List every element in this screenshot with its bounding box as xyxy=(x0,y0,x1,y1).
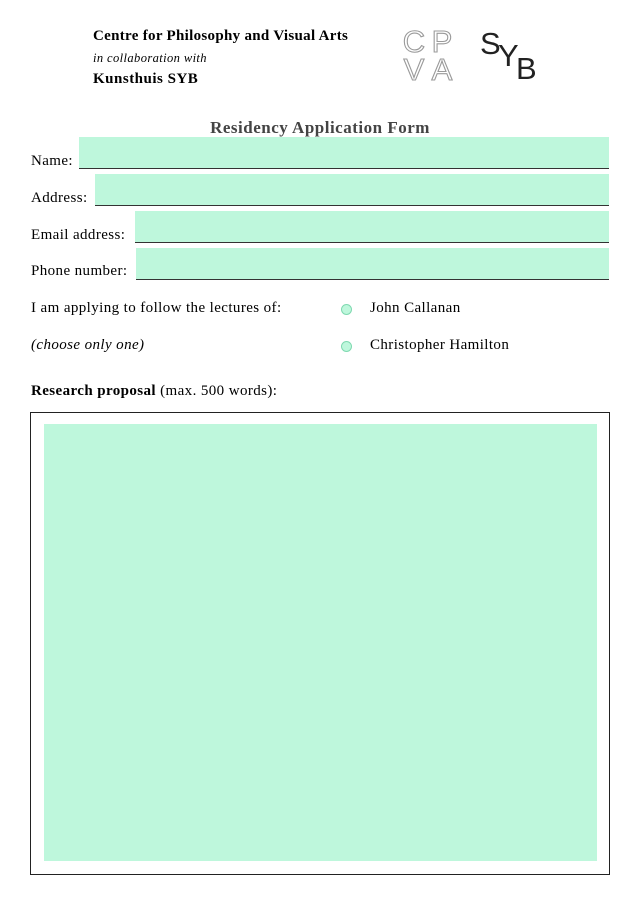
syb-logo-letter: S xyxy=(480,26,501,61)
radio-christopher-hamilton[interactable] xyxy=(341,341,352,352)
choose-hint: (choose only one) xyxy=(31,337,145,353)
syb-logo-letter: Y xyxy=(498,38,519,73)
proposal-label xyxy=(31,383,277,400)
address-label: Address: xyxy=(31,190,88,206)
collaboration-note: in collaboration with xyxy=(93,51,207,65)
name-label: Name: xyxy=(31,153,73,169)
cpva-logo-letter: V xyxy=(403,52,425,87)
org-name: Centre for Philosophy and Visual Arts xyxy=(93,28,349,44)
syb-logo-letter: B xyxy=(516,51,537,86)
radio-label-christopher-hamilton: Christopher Hamilton xyxy=(370,337,510,353)
partner-name: Kunsthuis SYB xyxy=(93,71,199,87)
email-input[interactable] xyxy=(135,211,609,243)
email-label: Email address: xyxy=(31,227,126,243)
cpva-logo-letter: P xyxy=(431,24,453,59)
radio-label-john-callanan: John Callanan xyxy=(370,300,461,316)
radio-john-callanan[interactable] xyxy=(341,304,352,315)
cpva-logo xyxy=(402,24,458,87)
proposal-textarea[interactable] xyxy=(44,424,597,861)
lectures-label: I am applying to follow the lectures of: xyxy=(31,300,282,316)
proposal-label-rest: (max. 500 words): xyxy=(156,383,278,399)
address-input[interactable] xyxy=(95,174,609,206)
phone-label: Phone number: xyxy=(31,263,128,279)
name-input[interactable] xyxy=(79,137,609,169)
cpva-logo-letter: C xyxy=(402,24,426,59)
phone-input[interactable] xyxy=(136,248,609,280)
form-title: Residency Application Form xyxy=(210,118,430,137)
proposal-label-bold: Research proposal xyxy=(31,383,156,399)
cpva-logo-letter: A xyxy=(431,52,453,87)
syb-logo xyxy=(478,28,542,88)
